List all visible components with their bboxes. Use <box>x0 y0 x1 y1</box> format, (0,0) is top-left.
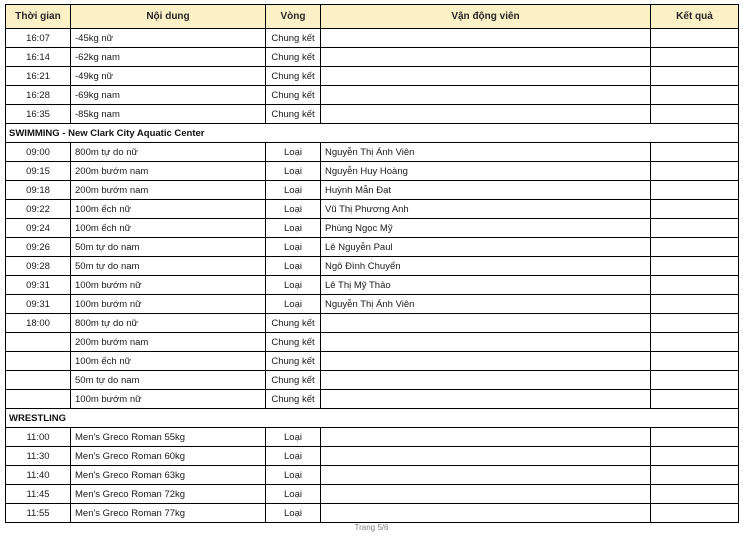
table-row <box>6 276 739 295</box>
section-label: SWIMMING - New Clark City Aquatic Center <box>6 124 739 143</box>
time-cell: 09:26 <box>6 238 71 257</box>
result-cell <box>651 200 739 219</box>
event-cell: -49kg nữ <box>71 67 266 86</box>
section-row <box>6 409 739 428</box>
round-cell: Chung kết <box>266 371 321 390</box>
round-cell: Loại <box>266 162 321 181</box>
round-cell: Loại <box>266 219 321 238</box>
result-cell <box>651 352 739 371</box>
athlete-cell <box>321 352 651 371</box>
time-cell <box>6 371 71 390</box>
table-row <box>6 238 739 257</box>
result-cell <box>651 276 739 295</box>
table-row <box>6 371 739 390</box>
table-row <box>6 485 739 504</box>
page-number: Trang 5/6 <box>354 523 389 532</box>
athlete-cell <box>321 29 651 48</box>
result-cell <box>651 105 739 124</box>
result-cell <box>651 181 739 200</box>
athlete-cell <box>321 371 651 390</box>
table-row <box>6 219 739 238</box>
result-cell <box>651 428 739 447</box>
result-cell <box>651 314 739 333</box>
result-cell <box>651 466 739 485</box>
table-row <box>6 105 739 124</box>
athlete-cell <box>321 447 651 466</box>
event-cell: 50m tự do nam <box>71 371 266 390</box>
athlete-cell <box>321 390 651 409</box>
round-cell: Loại <box>266 466 321 485</box>
result-cell <box>651 48 739 67</box>
round-cell: Chung kết <box>266 29 321 48</box>
round-cell: Chung kết <box>266 105 321 124</box>
header-cell-time: Thời gian <box>6 5 71 29</box>
time-cell: 09:28 <box>6 257 71 276</box>
result-cell <box>651 67 739 86</box>
round-cell: Chung kết <box>266 352 321 371</box>
time-cell: 09:00 <box>6 143 71 162</box>
event-cell: -85kg nam <box>71 105 266 124</box>
table-row <box>6 466 739 485</box>
round-cell: Loại <box>266 200 321 219</box>
table-row <box>6 48 739 67</box>
result-cell <box>651 371 739 390</box>
result-cell <box>651 143 739 162</box>
round-cell: Chung kết <box>266 86 321 105</box>
table-row <box>6 162 739 181</box>
event-cell: Men's Greco Roman 72kg <box>71 485 266 504</box>
round-cell: Loại <box>266 447 321 466</box>
athlete-cell <box>321 86 651 105</box>
athlete-cell <box>321 428 651 447</box>
athlete-cell <box>321 67 651 86</box>
athlete-cell <box>321 105 651 124</box>
round-cell: Loại <box>266 181 321 200</box>
event-cell: 100m ếch nữ <box>71 352 266 371</box>
athlete-cell: Lê Nguyễn Paul <box>321 238 651 257</box>
athlete-cell <box>321 504 651 523</box>
time-cell: 09:31 <box>6 276 71 295</box>
result-cell <box>651 257 739 276</box>
round-cell: Chung kết <box>266 390 321 409</box>
table-row <box>6 67 739 86</box>
athlete-cell <box>321 48 651 67</box>
time-cell: 11:00 <box>6 428 71 447</box>
time-cell: 11:40 <box>6 466 71 485</box>
table-row <box>6 257 739 276</box>
time-cell <box>6 333 71 352</box>
result-cell <box>651 447 739 466</box>
table-row <box>6 295 739 314</box>
table-row <box>6 181 739 200</box>
section-label: WRESTLING <box>6 409 739 428</box>
time-cell: 16:35 <box>6 105 71 124</box>
table-row <box>6 447 739 466</box>
event-cell: 100m bướm nữ <box>71 390 266 409</box>
round-cell: Loại <box>266 504 321 523</box>
table-row <box>6 504 739 523</box>
result-cell <box>651 162 739 181</box>
time-cell: 09:24 <box>6 219 71 238</box>
event-cell: -45kg nữ <box>71 29 266 48</box>
schedule-body <box>6 29 739 523</box>
time-cell: 11:30 <box>6 447 71 466</box>
time-cell: 16:21 <box>6 67 71 86</box>
event-cell: Men's Greco Roman 63kg <box>71 466 266 485</box>
time-cell: 09:22 <box>6 200 71 219</box>
event-cell: -62kg nam <box>71 48 266 67</box>
section-row <box>6 124 739 143</box>
time-cell: 09:18 <box>6 181 71 200</box>
event-cell: 100m bướm nữ <box>71 276 266 295</box>
table-row <box>6 29 739 48</box>
round-cell: Chung kết <box>266 48 321 67</box>
table-row <box>6 390 739 409</box>
table-row <box>6 333 739 352</box>
time-cell <box>6 390 71 409</box>
athlete-cell <box>321 466 651 485</box>
athlete-cell: Nguyễn Thị Ánh Viên <box>321 295 651 314</box>
round-cell: Chung kết <box>266 314 321 333</box>
event-cell: 100m bướm nữ <box>71 295 266 314</box>
result-cell <box>651 485 739 504</box>
event-cell: 50m tự do nam <box>71 238 266 257</box>
table-row <box>6 352 739 371</box>
header-cell-athlete: Vận động viên <box>321 5 651 29</box>
event-cell: 200m bướm nam <box>71 181 266 200</box>
athlete-cell: Nguyễn Thị Ánh Viên <box>321 143 651 162</box>
athlete-cell <box>321 314 651 333</box>
result-cell <box>651 504 739 523</box>
time-cell: 09:15 <box>6 162 71 181</box>
time-cell: 18:00 <box>6 314 71 333</box>
result-cell <box>651 333 739 352</box>
time-cell: 16:14 <box>6 48 71 67</box>
round-cell: Loại <box>266 257 321 276</box>
event-cell: 200m bướm nam <box>71 333 266 352</box>
time-cell: 09:31 <box>6 295 71 314</box>
athlete-cell <box>321 333 651 352</box>
round-cell: Loại <box>266 428 321 447</box>
athlete-cell: Ngô Đình Chuyển <box>321 257 651 276</box>
event-cell: 800m tự do nữ <box>71 143 266 162</box>
time-cell: 16:28 <box>6 86 71 105</box>
round-cell: Loại <box>266 485 321 504</box>
event-cell: Men's Greco Roman 55kg <box>71 428 266 447</box>
athlete-cell <box>321 485 651 504</box>
round-cell: Chung kết <box>266 333 321 352</box>
athlete-cell: Nguyễn Huy Hoàng <box>321 162 651 181</box>
result-cell <box>651 86 739 105</box>
time-cell <box>6 352 71 371</box>
athlete-cell: Lê Thị Mỹ Thảo <box>321 276 651 295</box>
athlete-cell: Vũ Thị Phương Anh <box>321 200 651 219</box>
round-cell: Loại <box>266 143 321 162</box>
time-cell: 16:07 <box>6 29 71 48</box>
table-row <box>6 314 739 333</box>
time-cell: 11:55 <box>6 504 71 523</box>
header-cell-event: Nội dung <box>71 5 266 29</box>
schedule-table <box>5 4 739 523</box>
event-cell: 800m tự do nữ <box>71 314 266 333</box>
header-cell-result: Kết quả <box>651 5 739 29</box>
event-cell: Men's Greco Roman 77kg <box>71 504 266 523</box>
result-cell <box>651 295 739 314</box>
result-cell <box>651 238 739 257</box>
table-row <box>6 143 739 162</box>
table-row <box>6 86 739 105</box>
result-cell <box>651 219 739 238</box>
round-cell: Loại <box>266 295 321 314</box>
athlete-cell: Huỳnh Mẫn Đạt <box>321 181 651 200</box>
time-cell: 11:45 <box>6 485 71 504</box>
round-cell: Loại <box>266 238 321 257</box>
event-cell: 200m bướm nam <box>71 162 266 181</box>
event-cell: 100m ếch nữ <box>71 200 266 219</box>
athlete-cell: Phùng Ngọc Mỹ <box>321 219 651 238</box>
event-cell: -69kg nam <box>71 86 266 105</box>
table-header-row <box>6 5 739 29</box>
header-cell-round: Vòng <box>266 5 321 29</box>
result-cell <box>651 29 739 48</box>
round-cell: Loại <box>266 276 321 295</box>
result-cell <box>651 390 739 409</box>
table-row <box>6 428 739 447</box>
event-cell: 100m ếch nữ <box>71 219 266 238</box>
event-cell: 50m tự do nam <box>71 257 266 276</box>
table-row <box>6 200 739 219</box>
round-cell: Chung kết <box>266 67 321 86</box>
event-cell: Men's Greco Roman 60kg <box>71 447 266 466</box>
